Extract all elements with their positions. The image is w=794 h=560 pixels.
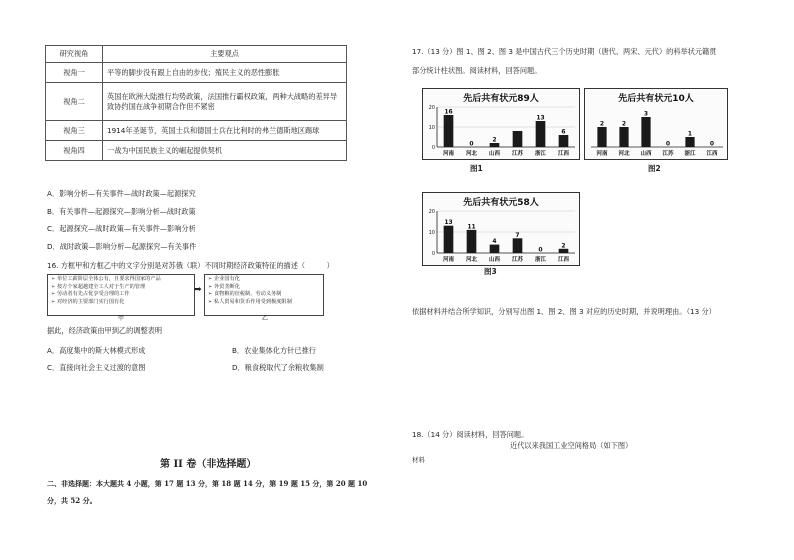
x-tick-label: 山西: [488, 257, 501, 263]
table-header: 研究视角: [46, 46, 103, 63]
y-tick-label: 10: [428, 230, 435, 236]
q18-subtitle: 近代以来我国工业空间格局（如下图）: [510, 441, 633, 450]
x-tick-label: 江西: [557, 257, 570, 263]
data-label: 4: [492, 238, 497, 246]
box-yi-line: ➢ 外贸垄断化: [208, 283, 240, 290]
table-cell: 平等的脚步没有跟上自由的步伐；殖民主义的恶性膨胀: [103, 63, 347, 83]
data-label: 2: [561, 242, 566, 250]
y-tick-label: 0: [431, 251, 435, 257]
label-jia: 甲: [118, 315, 125, 322]
bar: [536, 121, 546, 147]
y-tick-label: 20: [428, 105, 435, 111]
bar: [685, 137, 694, 147]
bar: [597, 127, 606, 147]
data-label: 0: [538, 246, 543, 254]
table-row: [46, 83, 347, 121]
table-cell: 视角二: [46, 83, 103, 121]
data-label: 6: [561, 128, 566, 136]
bar: [444, 226, 454, 253]
data-label: 0: [665, 140, 671, 148]
bar: [619, 127, 628, 147]
x-tick-label: 河南: [596, 151, 608, 157]
x-tick-label: 浙江: [534, 257, 547, 263]
x-tick-label: 河北: [618, 151, 630, 157]
bar: [490, 143, 500, 147]
q16-option-d: D．粮食税取代了余粮收集制: [232, 363, 324, 372]
x-tick-label: 江苏: [511, 151, 524, 157]
data-label: 13: [536, 114, 545, 122]
box-yi: [204, 274, 324, 316]
data-label: 13: [444, 219, 453, 227]
q15-option-d: D．战时政策—影响分析—起源探究—有关事件: [47, 242, 197, 251]
part2-title: 第 II 卷（非选择题）: [160, 459, 257, 470]
chart-title: 先后共有状元58人: [463, 198, 539, 208]
q17-line1: 17.（13 分）图 1、图 2、图 3 是中国古代三个历史时期（唐代、两宋、元代）的科举状元籍贯: [412, 47, 717, 56]
q16-option-b: B．农业集体化方针已推行: [232, 346, 316, 355]
bar: [513, 131, 523, 147]
bar: [490, 245, 500, 253]
q16-option-a: A．高度集中的斯大林模式形成: [47, 346, 146, 355]
y-tick-label: 0: [431, 145, 435, 151]
box-yi-line: ➢ 食物粮的征税制、劳动义务制: [208, 291, 282, 298]
chart-title: 先后共有状元89人: [463, 94, 539, 104]
box-yi-line: ➢ 企业国有化: [208, 276, 240, 282]
x-tick-label: 河南: [442, 151, 455, 157]
bar: [641, 117, 650, 147]
data-label: 7: [515, 231, 520, 239]
data-label: 1: [687, 130, 693, 138]
data-label: 2: [492, 136, 497, 144]
table-cell: 一战为中国民族主义的崛起提供契机: [103, 141, 347, 161]
arrow-right-icon: ➡: [194, 285, 202, 295]
x-tick-label: 山西: [640, 151, 652, 157]
data-label: 0: [469, 140, 474, 148]
x-tick-label: 江苏: [662, 151, 674, 157]
chart-fig1-svg: [423, 89, 579, 159]
bar: [444, 115, 454, 147]
part2-desc-line1: 二、非选择题：本大题共 4 小题，第 17 题 13 分，第 18 题 14 分，第 19 题 15 分，第 20 题 10: [47, 479, 368, 488]
x-tick-label: 江西: [706, 151, 718, 157]
table-row: [46, 63, 347, 83]
box-jia: [47, 274, 195, 316]
x-tick-label: 河北: [465, 151, 478, 157]
data-label: 16: [444, 108, 453, 116]
x-tick-label: 江西: [557, 151, 570, 157]
table-row: [46, 141, 347, 161]
label-yi: 乙: [262, 315, 269, 322]
data-label: 2: [599, 120, 605, 128]
y-tick-label: 10: [428, 125, 435, 131]
x-tick-label: 河北: [465, 257, 478, 263]
table-cell: 视角四: [46, 141, 103, 161]
box-jia-line: ➢ 单位工薪阶层全体公有，且要求得国家的产品: [51, 276, 161, 282]
part2-desc-line2: 分，共 52 分。: [47, 496, 97, 505]
chart-fig1-caption: 图1: [470, 164, 483, 173]
q15-option-c: C．起源探究—战时政策—有关事件—影响分析: [47, 224, 196, 233]
q18-material: 材料: [412, 456, 425, 464]
table-cell: 1914年圣诞节，英国士兵和德国士兵在比利时的弗兰德斯地区踢球: [103, 121, 347, 141]
box-jia-line: ➢ 按方个家超越建全工人对于生产的管理: [51, 283, 146, 290]
table-cell: 视角三: [46, 121, 103, 141]
y-tick-label: 20: [428, 209, 435, 215]
x-tick-label: 江苏: [511, 257, 524, 263]
chart-fig3-caption: 图3: [484, 267, 497, 276]
table-header-row: [46, 46, 347, 63]
q17-task: 依据材料并结合所学知识，分别写出图 1、图 2、图 3 对应的历史时期，并说明理由。（13 分）: [412, 307, 716, 316]
chart-fig3-svg: [423, 193, 579, 265]
chart-fig2: [584, 88, 728, 160]
x-tick-label: 山西: [488, 151, 501, 157]
box-jia-line: ➢ 劳动者有先占优享受合理的工作: [51, 291, 130, 298]
q16-stem: 16. 方框甲和方框乙中的文字分别是对苏俄（联）不同时期经济政策特征的描述（ ）: [47, 261, 334, 270]
q15-option-b: B．有关事件—起源探究—影响分析—战时政策: [47, 207, 196, 216]
data-label: 11: [467, 223, 476, 231]
box-yi-line: ➢ 私人贸易和货币作用受到极度限制: [208, 298, 292, 305]
data-label: 0: [709, 140, 715, 148]
box-jia-line: ➢ 对经济的主要部门实行国有化: [51, 298, 125, 305]
x-tick-label: 浙江: [684, 151, 696, 157]
chart-fig2-svg: [585, 89, 727, 159]
data-label: 2: [621, 120, 627, 128]
chart-fig1: [422, 88, 580, 160]
table-header: 主要观点: [103, 46, 347, 63]
bar: [513, 238, 523, 253]
bar: [467, 230, 477, 253]
table-cell: 英国在欧洲大陆推行均势政策，法国推行霸权政策，两种大战略的差异导致协约国在战争初期合作但不紧密: [103, 83, 347, 121]
q16-followup: 据此，经济政策由甲到乙的调整表明: [47, 326, 163, 335]
bar: [559, 249, 569, 253]
bar: [559, 135, 569, 147]
table-cell: 视角一: [46, 63, 103, 83]
chart-fig3: [422, 192, 580, 266]
chart-fig2-caption: 图2: [648, 164, 661, 173]
q18-line: 18.（14 分）阅读材料，回答问题。: [412, 430, 529, 439]
x-tick-label: 河南: [442, 257, 455, 263]
data-label: 3: [643, 110, 649, 118]
research-view-table: [45, 45, 347, 161]
q15-option-a: A．影响分析—有关事件—战时政策—起源探究: [47, 189, 196, 198]
q16-option-c: C．直接向社会主义过渡的意图: [47, 363, 146, 372]
chart-title: 先后共有状元10人: [618, 94, 694, 104]
q17-line2: 部分统计柱状图。阅读材料，回答问题。: [412, 66, 542, 75]
table-row: [46, 121, 347, 141]
x-tick-label: 浙江: [534, 151, 547, 157]
